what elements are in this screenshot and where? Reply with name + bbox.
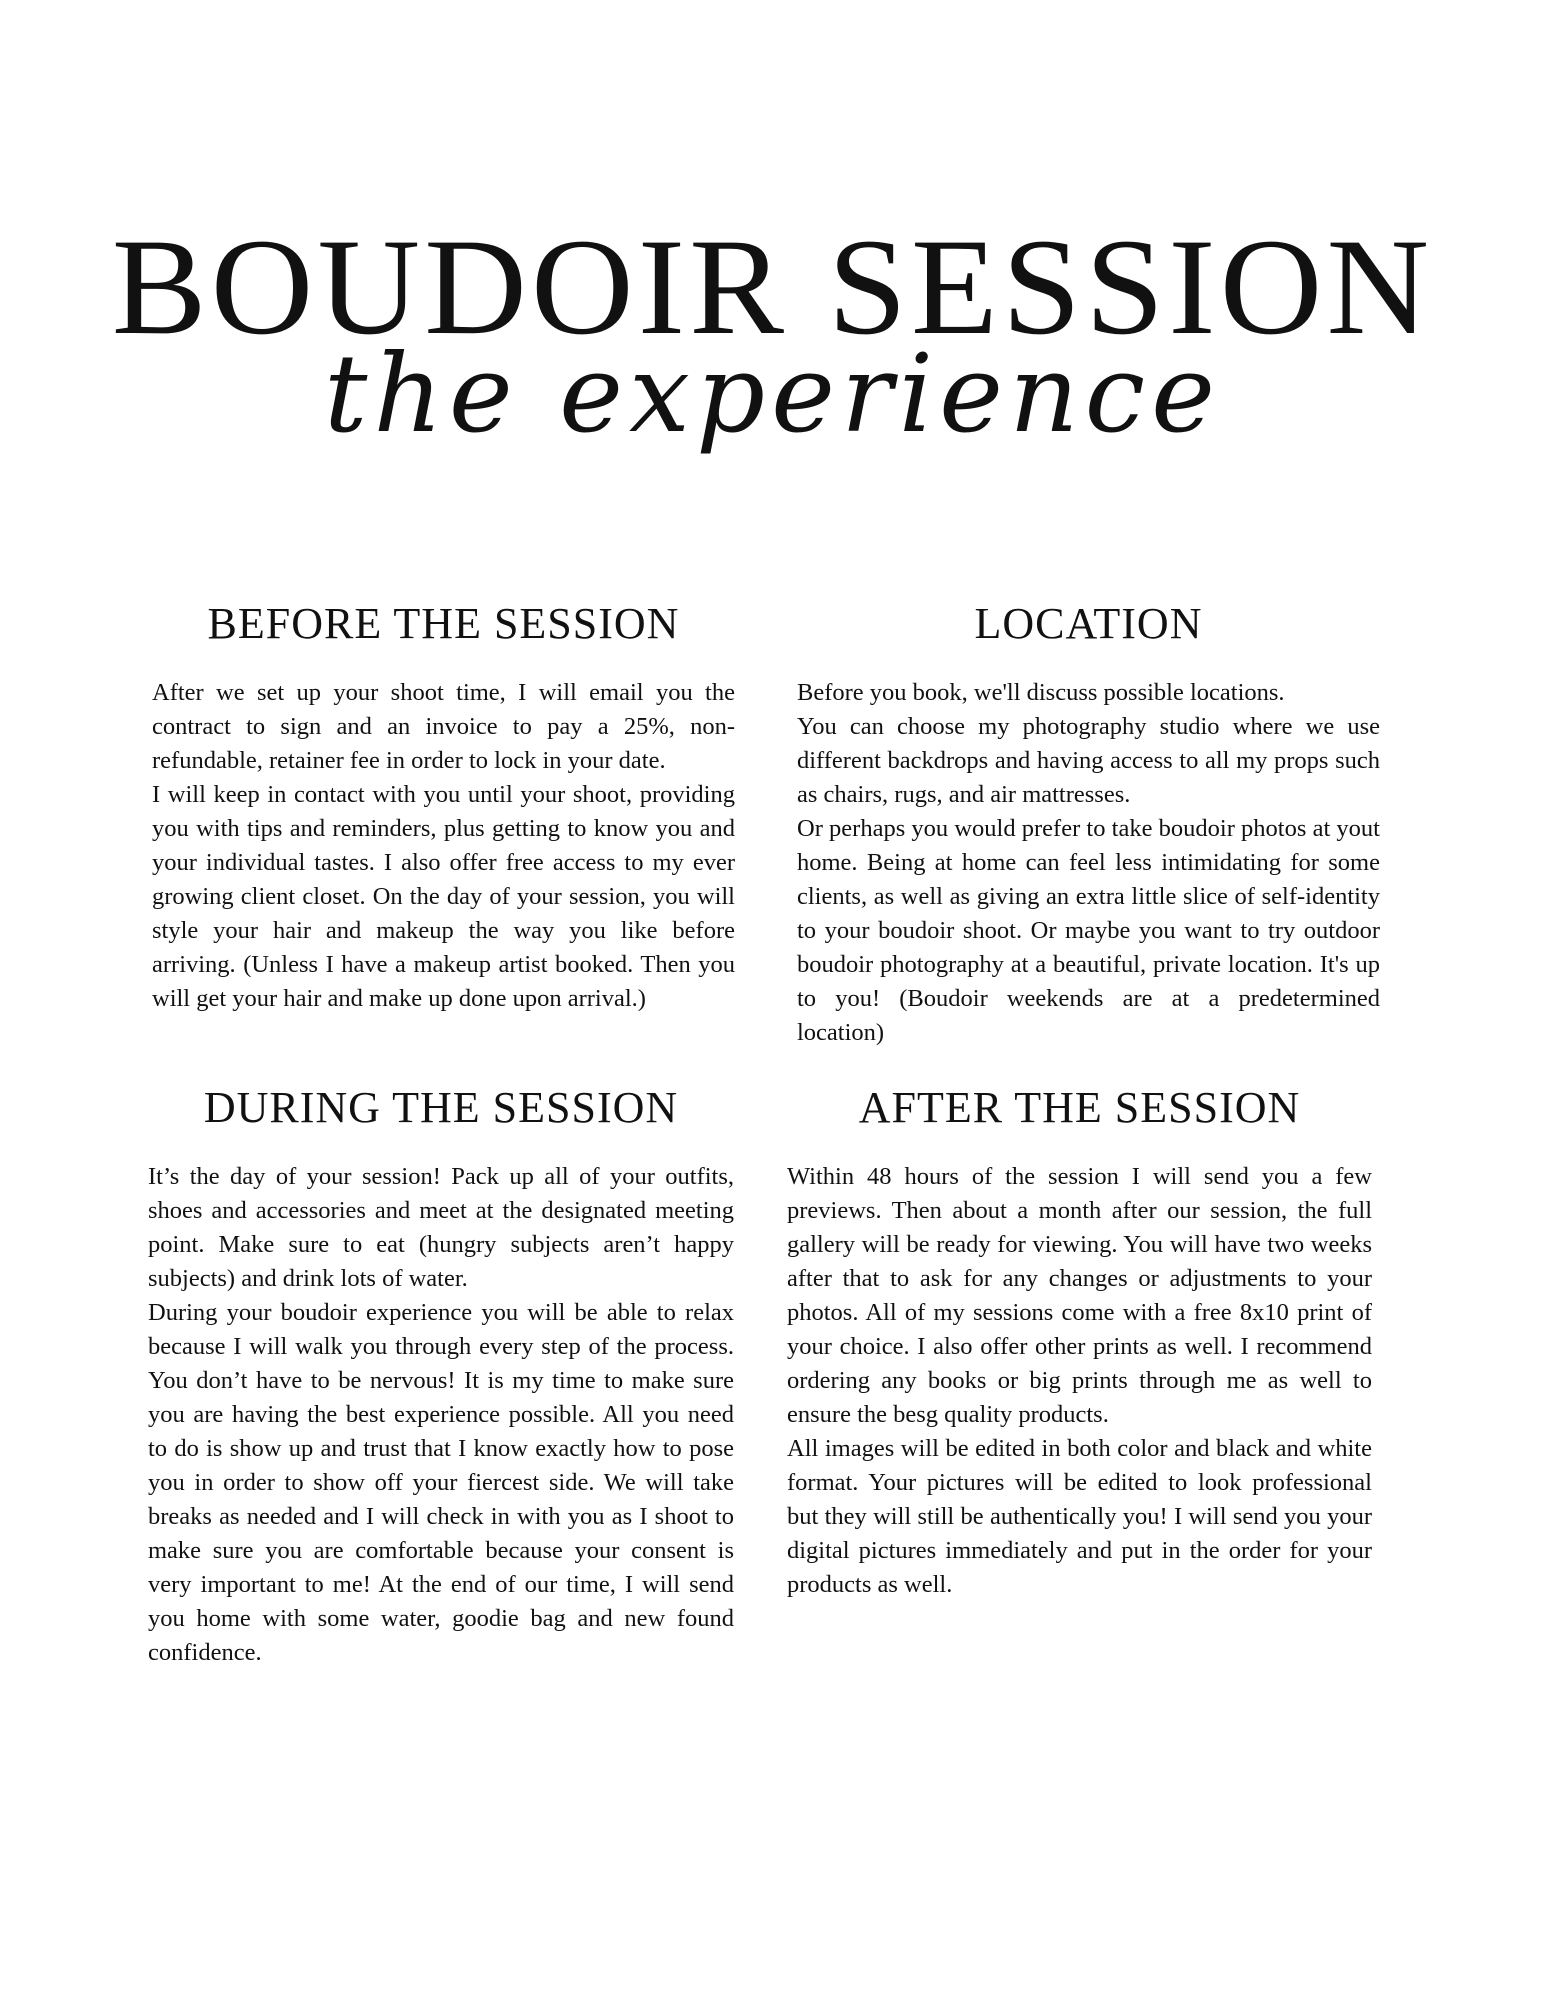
section-after-the-session (787, 1084, 1372, 1602)
section-paragraph: It’s the day of your session! Pack up all of your outfits, shoes and accessories and meet at the designated meeting point. Make sure to eat (hungry subjects aren’t happy subjects) and drink lots of water. (148, 1163, 734, 1293)
page-subtitle: the experience (323, 332, 1222, 457)
section-during-the-session (148, 1084, 734, 1670)
section-paragraph: Within 48 hours of the session I will send you a few previews. Then about a month after our session, the full gallery will be ready for viewing. You will have two weeks after that to ask for any changes or adjustments to your photos. All of my sessions come with a free 8x10 print of your choice. I also offer other prints as well. I recommend ordering any books or big prints through me as well to ensure the besg quality products. (787, 1163, 1372, 1429)
page-title: BOUDOIR SESSION (111, 210, 1434, 363)
section-heading: LOCATION (974, 599, 1203, 648)
section-paragraph: After we set up your shoot time, I will email you the contract to sign and an invoice to pay a 25%, non-refundable, retainer fee in order to lock in your date. (152, 679, 735, 775)
section-paragraph: You can choose my photography studio where we use different backdrops and having access to all my props such as chairs, rugs, and air mattresses. (797, 713, 1380, 809)
section-paragraph: All images will be edited in both color and black and white format. Your pictures will be edited to look professional but they will still be authentically you! I will send you your digital pictures immediately and put in the order for your products as well. (787, 1435, 1372, 1599)
section-heading: DURING THE SESSION (203, 1083, 679, 1132)
section-heading: BEFORE THE SESSION (207, 599, 680, 648)
section-paragraph: Before you book, we'll discuss possible locations. (797, 679, 1285, 707)
section-location (797, 600, 1380, 1050)
section-paragraph: During your boudoir experience you will be able to relax because I will walk you through every step of the process. You don’t have to be nervous! It is my time to make sure you are having the best experience possible. All you need to do is show up and trust that I know exactly how to pose you in order to show off your fiercest side. We will take breaks as needed and I will check in with you as I shoot to make sure you are comfortable because your consent is very important to me! At the end of our time, I will send you home with some water, goodie bag and new found confidence. (148, 1299, 734, 1667)
section-heading: AFTER THE SESSION (858, 1083, 1301, 1132)
section-paragraph: Or perhaps you would prefer to take boudoir photos at yout home. Being at home can feel less intimidating for some clients, as well as giving an extra little slice of self-identity to your boudoir shoot. Or maybe you want to try outdoor boudoir photography at a beautiful, private location. It's up to you! (Boudoir weekends are at a predetermined location) (797, 815, 1380, 1047)
section-paragraph: I will keep in contact with you until your shoot, providing you with tips and reminders, plus getting to know you and your individual tastes. I also offer free access to my ever growing client closet. On the day of your session, you will style your hair and makeup the way you like before arriving. (Unless I have a makeup artist booked. Then you will get your hair and make up done upon arrival.) (152, 781, 735, 1013)
section-before-the-session (152, 600, 735, 1016)
